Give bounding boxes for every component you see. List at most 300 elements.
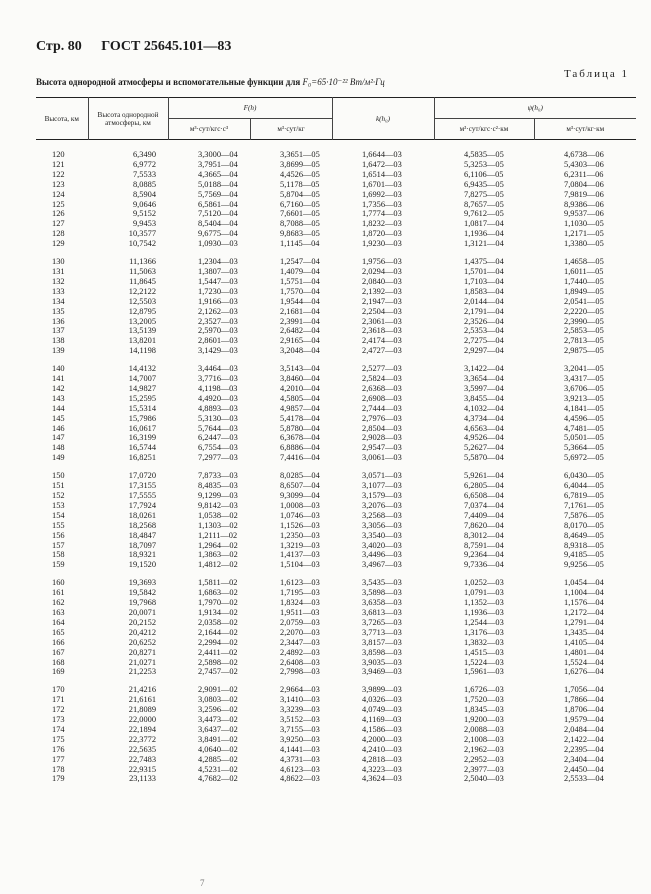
cell-psi-kgs: 4,6563—04 xyxy=(464,423,504,433)
col-height: Высота, км xyxy=(36,98,88,140)
cell-F-kg: 8,7088—05 xyxy=(280,219,320,229)
cell-psi-kgs: 7,8620—04 xyxy=(464,520,504,530)
cell-F-kgs: 1,2964—02 xyxy=(198,540,238,550)
cell-psi-kg: 9,9537—06 xyxy=(564,209,604,219)
table-row xyxy=(36,346,636,356)
cell-F-kgs: 4,2885—02 xyxy=(198,754,238,764)
cell-height: 153 xyxy=(52,500,65,510)
cell-F-kg: 1,6123—03 xyxy=(280,578,320,588)
cell-psi-kgs: 1,5701—04 xyxy=(464,266,504,276)
col-psi-kgs: м³·сут/кгс·с²·км xyxy=(434,119,534,140)
cell-homogeneous-height: 22,0000 xyxy=(128,715,156,725)
cell-F-kg: 4,9857—04 xyxy=(280,403,320,413)
cell-F-kgs: 1,7230—03 xyxy=(198,286,238,296)
cell-F-kgs: 1,5811—02 xyxy=(198,578,238,588)
cell-homogeneous-height: 21,4216 xyxy=(128,685,156,695)
cell-psi-kgs: 2,9297—04 xyxy=(464,346,504,356)
cell-psi-kg: 1,7056—04 xyxy=(564,685,604,695)
cell-psi-kgs: 9,7336—04 xyxy=(464,560,504,570)
cell-F-kgs: 8,4835—03 xyxy=(198,481,238,491)
cell-k: 3,3540—03 xyxy=(362,530,402,540)
cell-psi-kgs: 1,4515—03 xyxy=(464,647,504,657)
table-row xyxy=(36,608,636,618)
cell-F-kgs: 4,0640—02 xyxy=(198,744,238,754)
cell-F-kgs: 9,6775—04 xyxy=(198,229,238,239)
cell-psi-kg: 6,4044—05 xyxy=(564,481,604,491)
cell-F-kg: 2,6408—03 xyxy=(280,657,320,667)
cell-F-kg: 1,8324—03 xyxy=(280,598,320,608)
cell-homogeneous-height: 20,0071 xyxy=(128,607,156,617)
cell-homogeneous-height: 16,5744 xyxy=(128,443,156,453)
cell-homogeneous-height: 21,2253 xyxy=(128,667,156,677)
cell-height: 132 xyxy=(52,276,65,286)
cell-height: 176 xyxy=(52,744,65,754)
cell-F-kg: 1,5751—04 xyxy=(280,276,320,286)
cell-homogeneous-height: 19,3693 xyxy=(128,578,156,588)
cell-homogeneous-height: 23,1133 xyxy=(129,774,156,784)
table-row xyxy=(36,326,636,336)
cell-height: 144 xyxy=(52,403,65,413)
cell-homogeneous-height: 21,8089 xyxy=(128,705,156,715)
cell-F-kgs: 4,4920—03 xyxy=(198,393,238,403)
cell-k: 3,5898—03 xyxy=(362,588,402,598)
cell-F-kg: 4,1441—03 xyxy=(280,744,320,754)
cell-F-kgs: 3,4473—02 xyxy=(198,715,238,725)
cell-homogeneous-height: 18,2568 xyxy=(128,520,156,530)
table-row xyxy=(36,550,636,560)
cell-psi-kgs: 5,3253—05 xyxy=(464,159,504,169)
cell-psi-kgs: 1,6726—03 xyxy=(464,685,504,695)
cell-psi-kgs: 7,0374—04 xyxy=(464,500,504,510)
cell-psi-kg: 1,6011—05 xyxy=(564,266,604,276)
cell-F-kg: 5,8780—04 xyxy=(280,423,320,433)
cell-k: 1,8720—03 xyxy=(362,229,402,239)
cell-homogeneous-height: 12,8795 xyxy=(128,306,156,316)
table-row xyxy=(36,578,636,588)
cell-psi-kgs: 2,1962—03 xyxy=(464,744,504,754)
cell-F-kgs: 2,2994—02 xyxy=(198,637,238,647)
table-caption xyxy=(36,77,385,88)
cell-F-kgs: 4,8893—03 xyxy=(198,403,238,413)
cell-homogeneous-height: 14,9827 xyxy=(128,383,156,393)
cell-homogeneous-height: 21,6161 xyxy=(128,695,156,705)
spacer-cell xyxy=(36,677,636,685)
cell-k: 3,9899—03 xyxy=(362,685,402,695)
cell-psi-kgs: 4,3734—04 xyxy=(464,413,504,423)
cell-psi-kg: 5,0501—05 xyxy=(564,433,604,443)
cell-psi-kgs: 5,2627—04 xyxy=(464,443,504,453)
cell-k: 3,6813—03 xyxy=(362,607,402,617)
table-row xyxy=(36,511,636,521)
cell-F-kg: 6,3678—04 xyxy=(280,433,320,443)
cell-k: 2,6368—03 xyxy=(362,383,402,393)
cell-homogeneous-height: 22,7483 xyxy=(128,754,156,764)
cell-psi-kg: 7,5876—05 xyxy=(564,510,604,520)
cell-homogeneous-height: 18,0261 xyxy=(128,510,156,520)
page-number: Стр. 80 xyxy=(36,39,82,54)
cell-homogeneous-height: 14,4132 xyxy=(128,364,156,374)
cell-F-kgs: 4,5231—02 xyxy=(198,764,238,774)
cell-F-kgs: 3,4464—03 xyxy=(198,364,238,374)
cell-k: 2,6908—03 xyxy=(362,393,402,403)
cell-psi-kg: 2,9875—05 xyxy=(564,346,604,356)
cell-height: 168 xyxy=(52,657,65,667)
cell-height: 171 xyxy=(52,695,65,705)
cell-psi-kgs: 1,1352—03 xyxy=(464,598,504,608)
cell-k: 2,0294—03 xyxy=(362,266,402,276)
cell-psi-kgs: 1,0252—03 xyxy=(464,578,504,588)
cell-k: 3,0061—03 xyxy=(362,453,402,463)
cell-height: 164 xyxy=(52,617,65,627)
table-row xyxy=(36,560,636,570)
table-row xyxy=(36,307,636,317)
cell-k: 3,1077—03 xyxy=(362,481,402,491)
cell-psi-kg: 1,1030—05 xyxy=(564,219,604,229)
table-row xyxy=(36,531,636,541)
cell-k: 4,3223—03 xyxy=(362,764,402,774)
group-spacer xyxy=(36,249,636,257)
cell-homogeneous-height: 20,4212 xyxy=(128,627,156,637)
table-row xyxy=(36,541,636,551)
cell-psi-kgs: 7,4409—04 xyxy=(464,510,504,520)
cell-height: 135 xyxy=(52,306,65,316)
cell-psi-kg: 1,1576—04 xyxy=(564,598,604,608)
cell-F-kgs: 1,2111—02 xyxy=(198,530,238,540)
cell-psi-kg: 1,2791—04 xyxy=(564,617,604,627)
cell-k: 1,6644—03 xyxy=(362,150,402,159)
cell-homogeneous-height: 16,8251 xyxy=(128,453,156,463)
cell-F-kg: 3,2048—04 xyxy=(280,346,320,356)
table-row xyxy=(36,219,636,229)
cell-k: 4,0326—03 xyxy=(362,695,402,705)
cell-k: 3,4496—03 xyxy=(362,550,402,560)
col-group-psi: ψ(h₀) xyxy=(434,98,636,119)
cell-psi-kg: 1,7866—04 xyxy=(564,695,604,705)
cell-height: 167 xyxy=(52,647,65,657)
cell-psi-kg: 1,7440—05 xyxy=(564,276,604,286)
cell-height: 162 xyxy=(52,598,65,608)
cell-k: 3,7265—03 xyxy=(362,617,402,627)
cell-psi-kg: 1,8706—04 xyxy=(564,705,604,715)
cell-homogeneous-height: 18,7097 xyxy=(128,540,156,550)
standard-code: ГОСТ 25645.101—83 xyxy=(101,39,232,54)
cell-height: 147 xyxy=(52,433,65,443)
cell-F-kg: 2,9664—03 xyxy=(280,685,320,695)
cell-psi-kg: 1,6276—04 xyxy=(564,667,604,677)
cell-k: 3,5435—03 xyxy=(362,578,402,588)
cell-k: 3,9035—03 xyxy=(362,657,402,667)
cell-psi-kgs: 6,6508—04 xyxy=(464,491,504,500)
cell-psi-kg: 1,2171—05 xyxy=(564,229,604,239)
cell-F-kg: 1,7195—03 xyxy=(280,588,320,598)
cell-height: 129 xyxy=(52,239,65,249)
cell-psi-kg: 9,9256—05 xyxy=(564,560,604,570)
cell-F-kg: 7,4416—04 xyxy=(280,453,320,463)
table-row xyxy=(36,588,636,598)
cell-height: 163 xyxy=(52,607,65,617)
table-row xyxy=(36,774,636,784)
table-row xyxy=(36,404,636,414)
table-row xyxy=(36,160,636,170)
cell-F-kg: 1,1526—03 xyxy=(280,520,320,530)
table-row xyxy=(36,735,636,745)
cell-F-kg: 1,3219—03 xyxy=(280,540,320,550)
cell-height: 156 xyxy=(52,530,65,540)
cell-psi-kg: 1,1004—04 xyxy=(564,588,604,598)
cell-homogeneous-height: 8,0885 xyxy=(132,179,156,189)
cell-psi-kgs: 2,1008—03 xyxy=(464,734,504,744)
cell-height: 124 xyxy=(52,189,65,199)
cell-psi-kg: 1,3380—05 xyxy=(564,239,604,249)
cell-height: 134 xyxy=(52,296,65,306)
cell-F-kg: 2,0759—03 xyxy=(280,617,320,627)
cell-psi-kgs: 1,2544—03 xyxy=(464,617,504,627)
cell-psi-kg: 7,9819—06 xyxy=(564,189,604,199)
cell-k: 2,3061—03 xyxy=(362,316,402,326)
cell-homogeneous-height: 18,4847 xyxy=(128,530,156,540)
cell-psi-kg: 2,0541—05 xyxy=(564,296,604,306)
cell-F-kgs: 4,3665—04 xyxy=(198,169,238,179)
table-header xyxy=(36,98,636,140)
cell-F-kgs: 9,8142—03 xyxy=(198,500,238,510)
cell-height: 120 xyxy=(52,150,65,159)
table-row xyxy=(36,598,636,608)
cell-k: 3,4020—03 xyxy=(362,540,402,550)
cell-psi-kgs: 6,9435—05 xyxy=(464,179,504,189)
cell-k: 2,0840—03 xyxy=(362,276,402,286)
table-row xyxy=(36,170,636,180)
cell-k: 2,2504—03 xyxy=(362,306,402,316)
cell-height: 161 xyxy=(52,588,65,598)
cell-psi-kg: 7,1761—05 xyxy=(564,500,604,510)
table-row xyxy=(36,209,636,219)
cell-k: 2,9547—03 xyxy=(362,443,402,453)
cell-k: 3,8157—03 xyxy=(362,637,402,647)
cell-k: 1,9230—03 xyxy=(362,239,402,249)
cell-F-kg: 1,5104—03 xyxy=(280,560,320,570)
col-homogeneous-height: Высота однородной атмосферы, км xyxy=(88,98,168,140)
cell-k: 2,4727—03 xyxy=(362,346,402,356)
cell-k: 3,4967—03 xyxy=(362,560,402,570)
cell-height: 166 xyxy=(52,637,65,647)
cell-F-kg: 3,5152—03 xyxy=(280,715,320,725)
cell-k: 2,4174—03 xyxy=(362,336,402,346)
cell-height: 126 xyxy=(52,209,65,219)
cell-height: 137 xyxy=(52,326,65,336)
cell-F-kgs: 6,7554—03 xyxy=(198,443,238,453)
cell-F-kgs: 3,2596—02 xyxy=(198,705,238,715)
cell-height: 155 xyxy=(52,520,65,530)
cell-height: 169 xyxy=(52,667,65,677)
cell-psi-kg: 9,4185—05 xyxy=(564,550,604,560)
cell-homogeneous-height: 9,9453 xyxy=(132,219,156,229)
spacer-cell xyxy=(36,570,636,578)
cell-k: 3,7713—03 xyxy=(362,627,402,637)
cell-psi-kg: 6,2311—06 xyxy=(564,169,604,179)
cell-height: 143 xyxy=(52,393,65,403)
cell-height: 157 xyxy=(52,540,65,550)
cell-psi-kgs: 3,3654—04 xyxy=(464,374,504,384)
cell-homogeneous-height: 11,1366 xyxy=(129,257,156,267)
cell-height: 152 xyxy=(52,491,65,500)
cell-F-kgs: 5,0188—04 xyxy=(198,179,238,189)
col-group-F: F(h) xyxy=(168,98,332,119)
cell-homogeneous-height: 19,7968 xyxy=(128,598,156,608)
cell-F-kg: 1,0746—03 xyxy=(280,510,320,520)
cell-psi-kg: 2,3404—04 xyxy=(564,754,604,764)
cell-homogeneous-height: 8,5904 xyxy=(132,189,156,199)
cell-F-kg: 3,5143—04 xyxy=(280,364,320,374)
cell-F-kg: 2,9165—04 xyxy=(280,336,320,346)
cell-height: 131 xyxy=(52,266,65,276)
cell-psi-kgs: 2,7275—04 xyxy=(464,336,504,346)
cell-height: 170 xyxy=(52,685,65,695)
cell-homogeneous-height: 17,5555 xyxy=(128,491,156,500)
cell-homogeneous-height: 6,9772 xyxy=(132,159,156,169)
caption-formula: F₀=65·10⁻²² Вт/м²·Гц xyxy=(302,77,385,87)
cell-psi-kgs: 2,3526—04 xyxy=(464,316,504,326)
cell-F-kgs: 2,1644—02 xyxy=(198,627,238,637)
cell-psi-kgs: 2,1791—04 xyxy=(464,306,504,316)
cell-F-kgs: 2,3527—03 xyxy=(198,316,238,326)
cell-psi-kgs: 2,0088—03 xyxy=(464,724,504,734)
cell-psi-kgs: 5,5870—04 xyxy=(464,453,504,463)
table-row xyxy=(36,618,636,628)
table-row xyxy=(36,190,636,200)
cell-height: 178 xyxy=(52,764,65,774)
cell-F-kgs: 2,7457—02 xyxy=(198,667,238,677)
cell-F-kg: 1,2547—04 xyxy=(280,257,320,267)
cell-homogeneous-height: 18,9321 xyxy=(128,550,156,560)
cell-k: 4,3624—03 xyxy=(362,774,402,784)
cell-homogeneous-height: 15,5314 xyxy=(128,403,156,413)
cell-height: 165 xyxy=(52,627,65,637)
cell-F-kgs: 3,0803—02 xyxy=(198,695,238,705)
cell-F-kg: 2,3447—03 xyxy=(280,637,320,647)
cell-homogeneous-height: 20,6252 xyxy=(128,637,156,647)
cell-F-kg: 4,4526—05 xyxy=(280,169,320,179)
cell-height: 140 xyxy=(52,364,65,374)
cell-k: 3,2076—03 xyxy=(362,500,402,510)
cell-F-kg: 2,6482—04 xyxy=(280,326,320,336)
cell-homogeneous-height: 13,2005 xyxy=(128,316,156,326)
cell-F-kgs: 2,8601—03 xyxy=(198,336,238,346)
cell-homogeneous-height: 12,5503 xyxy=(128,296,156,306)
cell-psi-kg: 3,9213—05 xyxy=(564,393,604,403)
cell-F-kg: 4,2010—04 xyxy=(280,383,320,393)
table-row xyxy=(36,667,636,677)
table-row xyxy=(36,443,636,453)
cell-homogeneous-height: 15,2595 xyxy=(128,393,156,403)
cell-height: 172 xyxy=(52,705,65,715)
table-label: Таблица 1 xyxy=(563,68,629,80)
cell-k: 2,7444—03 xyxy=(362,403,402,413)
table-row xyxy=(36,374,636,384)
cell-psi-kgs: 8,7657—05 xyxy=(464,199,504,209)
cell-psi-kgs: 1,9200—03 xyxy=(464,715,504,725)
cell-F-kgs: 3,1429—03 xyxy=(198,346,238,356)
cell-psi-kgs: 1,7520—03 xyxy=(464,695,504,705)
cell-height: 142 xyxy=(52,383,65,393)
table-row xyxy=(36,453,636,463)
table-row xyxy=(36,317,636,327)
cell-F-kg: 5,8704—05 xyxy=(280,189,320,199)
cell-homogeneous-height: 12,2122 xyxy=(128,286,156,296)
cell-height: 122 xyxy=(52,169,65,179)
cell-psi-kg: 7,0804—06 xyxy=(564,179,604,189)
cell-F-kg: 1,9544—04 xyxy=(280,296,320,306)
cell-F-kg: 1,4079—04 xyxy=(280,266,320,276)
cell-F-kg: 4,8622—03 xyxy=(280,774,320,784)
cell-k: 2,1392—03 xyxy=(362,286,402,296)
cell-F-kg: 6,7160—05 xyxy=(280,199,320,209)
cell-k: 4,1169—03 xyxy=(362,715,402,725)
cell-psi-kg: 2,5533—04 xyxy=(564,774,604,784)
cell-k: 3,1579—03 xyxy=(362,491,402,500)
cell-k: 2,5277—03 xyxy=(362,364,402,374)
cell-F-kgs: 3,7716—03 xyxy=(198,374,238,384)
cell-height: 158 xyxy=(52,550,65,560)
cell-height: 123 xyxy=(52,179,65,189)
cell-homogeneous-height: 17,3155 xyxy=(128,481,156,491)
cell-homogeneous-height: 10,7542 xyxy=(128,239,156,249)
cell-psi-kgs: 4,9526—04 xyxy=(464,433,504,443)
cell-psi-kgs: 1,8345—03 xyxy=(464,705,504,715)
table-row xyxy=(36,277,636,287)
cell-homogeneous-height: 10,3577 xyxy=(128,229,156,239)
table-row xyxy=(36,658,636,668)
cell-psi-kgs: 1,0817—04 xyxy=(464,219,504,229)
cell-F-kgs: 3,6437—02 xyxy=(198,724,238,734)
cell-psi-kg: 3,4317—05 xyxy=(564,374,604,384)
table-row xyxy=(36,433,636,443)
table-row xyxy=(36,297,636,307)
cell-F-kg: 1,7570—04 xyxy=(280,286,320,296)
table-row xyxy=(36,745,636,755)
cell-psi-kgs: 6,2805—04 xyxy=(464,481,504,491)
cell-F-kgs: 1,3863—02 xyxy=(198,550,238,560)
cell-F-kg: 1,0008—03 xyxy=(280,500,320,510)
cell-psi-kg: 2,0484—04 xyxy=(564,724,604,734)
cell-F-kgs: 9,1299—03 xyxy=(198,491,238,500)
cell-psi-kg: 5,3664—05 xyxy=(564,443,604,453)
cell-F-kg: 6,8886—04 xyxy=(280,443,320,453)
cell-psi-kgs: 5,9261—04 xyxy=(464,471,504,481)
table-body xyxy=(36,140,636,785)
cell-F-kg: 8,0285—04 xyxy=(280,471,320,481)
cell-k: 3,2568—03 xyxy=(362,510,402,520)
group-spacer xyxy=(36,463,636,471)
cell-homogeneous-height: 13,8201 xyxy=(128,336,156,346)
cell-F-kgs: 4,7682—02 xyxy=(198,774,238,784)
cell-F-kg: 3,8699—05 xyxy=(280,159,320,169)
cell-k: 4,0749—03 xyxy=(362,705,402,715)
cell-k: 1,9756—03 xyxy=(362,257,402,267)
cell-psi-kgs: 1,4375—04 xyxy=(464,257,504,267)
cell-homogeneous-height: 11,8645 xyxy=(129,276,156,286)
cell-height: 148 xyxy=(52,443,65,453)
table-row xyxy=(36,200,636,210)
cell-psi-kgs: 6,1106—05 xyxy=(464,169,504,179)
table-row xyxy=(36,384,636,394)
cell-F-kgs: 1,3807—03 xyxy=(198,266,238,276)
cell-psi-kgs: 1,0791—03 xyxy=(464,588,504,598)
cell-k: 4,2410—03 xyxy=(362,744,402,754)
cell-homogeneous-height: 19,5842 xyxy=(128,588,156,598)
cell-F-kg: 1,2350—03 xyxy=(280,530,320,540)
cell-k: 2,1947—03 xyxy=(362,296,402,306)
cell-height: 127 xyxy=(52,219,65,229)
